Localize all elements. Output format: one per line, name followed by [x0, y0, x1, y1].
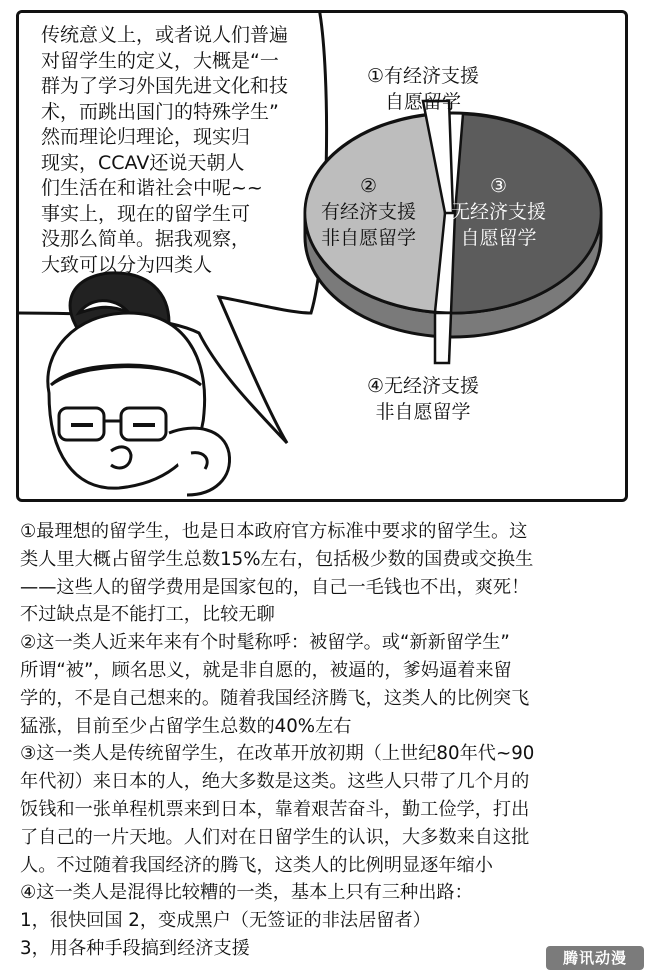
bubble-line: 大致可以分为四类人 — [41, 253, 213, 276]
bubble-line: 对留学生的定义，大概是“一 — [41, 49, 279, 72]
text-line: 了自己的一片天地。人们对在日留学生的认识，大多数来自这批 — [20, 826, 530, 848]
text-line: 所谓“被”，顾名思义，就是非自愿的，被逼的，爹妈逼着来留 — [20, 659, 512, 681]
watermark-logo: 腾讯动漫 — [546, 946, 644, 970]
bubble-line: 然而理论归理论，现实归 — [41, 126, 251, 148]
text-line: 饭钱和一张单程机票来到日本，靠着艰苦奋斗，勤工俭学，打出 — [20, 798, 530, 820]
text-line: ②这一类人近来年来有个时髦称呼：被留学。或“新新留学生” — [20, 632, 510, 654]
text-line: 年代初）来日本的人，绝大多数是这类。这些人只带了几个月的 — [20, 771, 530, 793]
pie-label-4: ④无经济支援 非自愿留学 — [367, 375, 480, 423]
bubble-line: 们生活在和谐社会中呢~~ — [41, 177, 263, 199]
text-line: 猛涨，目前至少占留学生总数的40%左右 — [20, 715, 352, 737]
text-line: 不过缺点是不能打工，比较无聊 — [20, 604, 275, 626]
bubble-line: 术，而跳出国门的特殊学生” — [41, 100, 279, 123]
explanation-text — [20, 518, 640, 963]
comic-panel — [16, 10, 628, 502]
bubble-line: 群为了学习外国先进文化和技 — [41, 75, 289, 97]
pie-label-1: ①有经济支援 自愿留学 — [367, 65, 480, 113]
bubble-line: 传统意义上，或者说人们普遍 — [41, 24, 289, 46]
text-line: ①最理想的留学生，也是日本政府官方标准中要求的留学生。这 — [20, 521, 528, 542]
text-line: 类人里大概占留学生总数15%左右，包括极少数的国费或交换生 — [20, 548, 534, 570]
bubble-line: 事实上，现在的留学生可 — [41, 202, 251, 225]
pie-label-2: ② 有经济支援 非自愿留学 — [321, 175, 417, 249]
text-line: ④这一类人是混得比较糟的一类，基本上只有三种出路： — [20, 882, 473, 904]
text-line: 1，很快回国 2，变成黑户（无签证的非法居留者） — [20, 910, 431, 932]
text-line: 3，用各种手段搞到经济支援 — [20, 937, 250, 959]
text-line: ③这一类人是传统留学生，在改革开放初期（上世纪80年代~90 — [20, 743, 535, 765]
pie-label-3: ③ 无经济支援 自愿留学 — [451, 175, 547, 249]
bubble-line: 没那么简单。据我观察， — [41, 228, 251, 250]
bubble-line: 现实，CCAV还说天朝人 — [41, 151, 245, 174]
text-line: ——这些人的留学费用是国家包的，自己一毛钱也不出，爽死！ — [20, 576, 530, 598]
text-line: 人。不过随着我国经济的腾飞，这类人的比例明显逐年缩小 — [20, 854, 493, 876]
speech-bubble-text — [41, 23, 331, 278]
text-line: 学的，不是自己想来的。随着我国经济腾飞，这类人的比例突飞 — [20, 687, 530, 709]
